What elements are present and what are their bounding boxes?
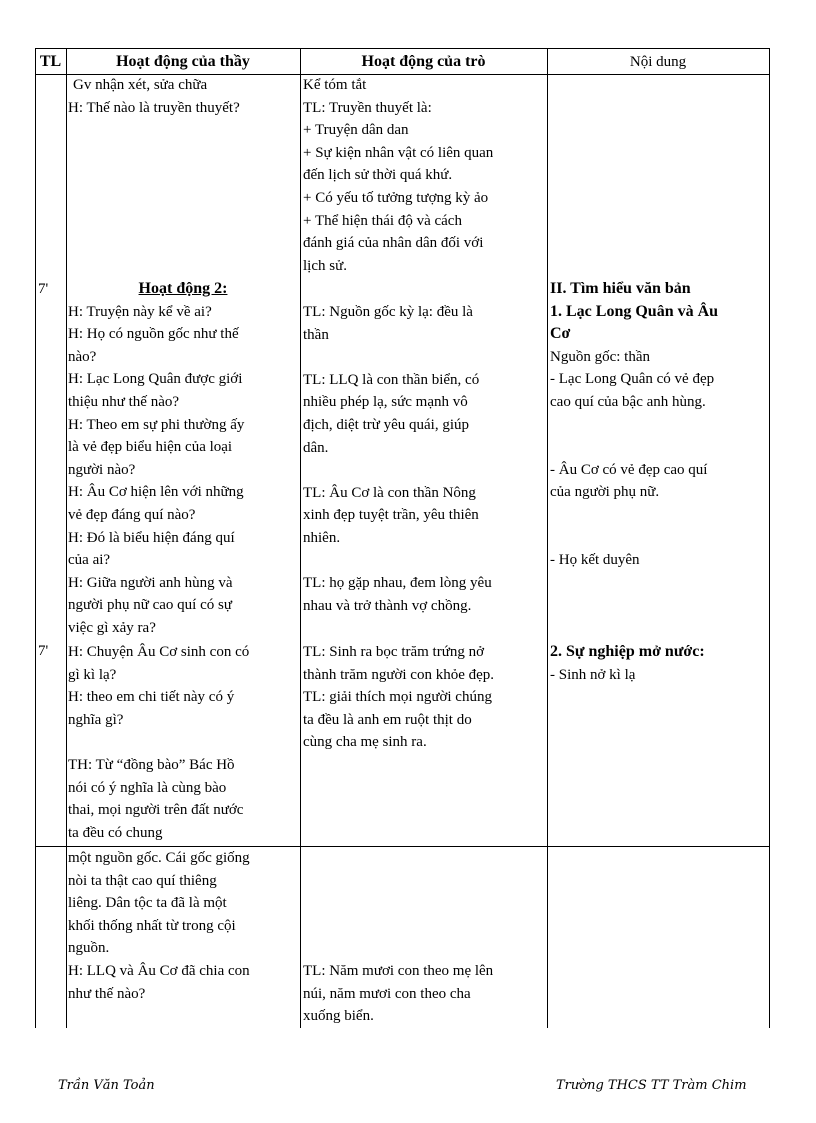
row2-tl: 7' xyxy=(38,281,49,297)
student-line: xuống biển. xyxy=(303,1008,374,1025)
row4-student-cell xyxy=(303,960,493,1028)
teacher-line: gì kì lạ? xyxy=(68,666,117,683)
student-line: TL: giải thích mọi người chúng xyxy=(303,689,492,706)
row3-tl: 7' xyxy=(38,643,49,659)
student-line: + Thể hiện thái độ và cách xyxy=(303,212,462,229)
teacher-line: H: LLQ và Âu Cơ đã chia con xyxy=(68,962,250,979)
content-line: của người phụ nữ. xyxy=(550,484,660,501)
teacher-line: khối thống nhất từ trong cội xyxy=(68,917,236,934)
student-line: cùng cha mẹ sinh ra. xyxy=(303,734,427,751)
student-line: + Truyện dân dan xyxy=(303,122,409,139)
content-subheading: Cơ xyxy=(550,325,571,343)
content-line: - Họ kết duyên xyxy=(550,552,640,569)
teacher-line: nòi ta thật cao quí thiêng xyxy=(68,872,217,889)
teacher-line: H: Lạc Long Quân được giới xyxy=(68,371,243,388)
student-line: TL: Âu Cơ là con thần Nông xyxy=(303,484,476,501)
student-line: Kể tóm tắt xyxy=(303,77,367,93)
content-line: cao quí của bậc anh hùng. xyxy=(550,393,706,410)
teacher-line: H: Thế nào là truyền thuyết? xyxy=(68,99,240,116)
row2-student-cell xyxy=(303,301,492,617)
teacher-line: thai, mọi người trên đất nước xyxy=(68,802,244,819)
student-line: TL: Năm mươi con theo mẹ lên xyxy=(303,963,494,979)
header-teacher: Hoạt động của thầy xyxy=(116,53,250,70)
footer-author: Trần Văn Toản xyxy=(58,1078,155,1093)
teacher-line: nào? xyxy=(68,348,97,365)
student-line: dân. xyxy=(303,439,329,456)
student-line: TL: Truyền thuyết là: xyxy=(303,99,432,116)
content-line: - Âu Cơ có vẻ đẹp cao quí xyxy=(550,461,708,478)
teacher-line: liêng. Dân tộc ta đã là một xyxy=(68,895,227,912)
teacher-line: việc gì xảy ra? xyxy=(68,619,156,636)
row3-teacher-cell xyxy=(68,641,249,844)
student-line: lịch sử. xyxy=(303,257,347,274)
student-line: thành trăm người con khỏe đẹp. xyxy=(303,666,495,683)
content-line: - Sinh nở kì lạ xyxy=(550,666,636,683)
footer-school: Trường THCS TT Tràm Chim xyxy=(556,1078,747,1093)
student-line: TL: họ gặp nhau, đem lòng yêu xyxy=(303,575,492,592)
teacher-section-heading: Hoạt động 2: xyxy=(138,280,228,297)
student-line: nhiên. xyxy=(303,529,341,546)
header-tl: TL xyxy=(39,53,62,70)
row2-teacher-cell xyxy=(68,278,298,640)
teacher-line: người phụ nữ cao quí có sự xyxy=(68,597,232,614)
teacher-line: nói có ý nghĩa là cùng bào xyxy=(68,779,227,796)
header-content: Nội dung xyxy=(629,54,687,70)
column-divider-student xyxy=(547,48,548,1028)
student-line: nhiều phép lạ, sức mạnh vô xyxy=(303,394,468,411)
row3-content-cell xyxy=(550,641,705,686)
teacher-line: H: Giữa người anh hùng và xyxy=(68,574,233,591)
teacher-line: người nào? xyxy=(68,461,136,478)
teacher-line: của ai? xyxy=(68,552,111,569)
student-line: TL: LLQ là con thần biển, có xyxy=(303,371,480,388)
content-subheading: 1. Lạc Long Quân và Âu xyxy=(550,302,719,320)
content-subheading: 2. Sự nghiệp mở nước: xyxy=(550,643,705,660)
teacher-line: vẻ đẹp đáng quí nào? xyxy=(68,506,196,523)
teacher-line: H: Họ có nguồn gốc như thế xyxy=(68,326,239,343)
row2-content-cell xyxy=(550,278,718,572)
teacher-line: như thế nào? xyxy=(68,985,146,1002)
student-line: + Sự kiện nhân vật có liên quan xyxy=(303,144,494,161)
table-right-border xyxy=(769,48,770,1028)
teacher-line: là vẻ đẹp biểu hiện của loại xyxy=(68,439,233,456)
student-line: núi, năm mươi con theo cha xyxy=(303,985,471,1002)
student-line: ta đều là anh em ruột thịt do xyxy=(303,711,472,728)
table-top-border xyxy=(35,48,770,49)
teacher-line: Gv nhận xét, sửa chữa xyxy=(73,77,208,93)
teacher-line: nghĩa gì? xyxy=(68,711,124,728)
teacher-line: H: Theo em sự phi thường ấy xyxy=(68,416,245,433)
teacher-line: nguồn. xyxy=(68,940,110,957)
student-line: xinh đẹp tuyệt trần, yêu thiên xyxy=(303,507,479,524)
content-line: Nguồn gốc: thần xyxy=(550,348,650,365)
student-line: địch, diệt trừ yêu quái, giúp xyxy=(303,416,470,433)
teacher-line: một nguồn gốc. Cái gốc giống xyxy=(68,850,250,866)
student-line: đến lịch sử thời quá khứ. xyxy=(303,167,453,184)
student-line: + Có yếu tố tưởng tượng kỳ ảo xyxy=(303,189,489,206)
row1-teacher-cell xyxy=(68,74,240,119)
content-line: - Lạc Long Quân có vẻ đẹp xyxy=(550,371,715,388)
student-line: TL: Sinh ra bọc trăm trứng nở xyxy=(303,644,485,660)
student-line: TL: Nguồn gốc kỳ lạ: đều là xyxy=(303,304,473,320)
table-left-border xyxy=(35,48,36,1028)
teacher-line: H: Âu Cơ hiện lên với những xyxy=(68,484,244,501)
teacher-line: H: theo em chi tiết này có ý xyxy=(68,689,235,706)
teacher-line: ta đều có chung xyxy=(68,824,163,841)
row1-student-cell xyxy=(303,74,493,277)
student-line: thần xyxy=(303,326,329,343)
teacher-line: H: Chuyện Âu Cơ sinh con có xyxy=(68,644,250,660)
header-student: Hoạt động của trò xyxy=(361,53,486,70)
student-line: đánh giá của nhân dân đối với xyxy=(303,235,484,252)
teacher-line: H: Truyện này kể về ai? xyxy=(68,303,212,320)
student-line: nhau và trở thành vợ chồng. xyxy=(303,597,472,614)
teacher-line: thiệu như thế nào? xyxy=(68,393,180,410)
column-divider-teacher xyxy=(300,48,301,1028)
teacher-line: H: Đó là biểu hiện đáng quí xyxy=(68,529,235,546)
row3-student-cell xyxy=(303,641,494,754)
column-divider-tl xyxy=(66,48,67,1028)
row4-teacher-cell xyxy=(68,847,250,1005)
teacher-line: TH: Từ “đồng bào” Bác Hồ xyxy=(68,756,235,773)
content-section-heading: II. Tìm hiểu văn bản xyxy=(550,280,691,297)
